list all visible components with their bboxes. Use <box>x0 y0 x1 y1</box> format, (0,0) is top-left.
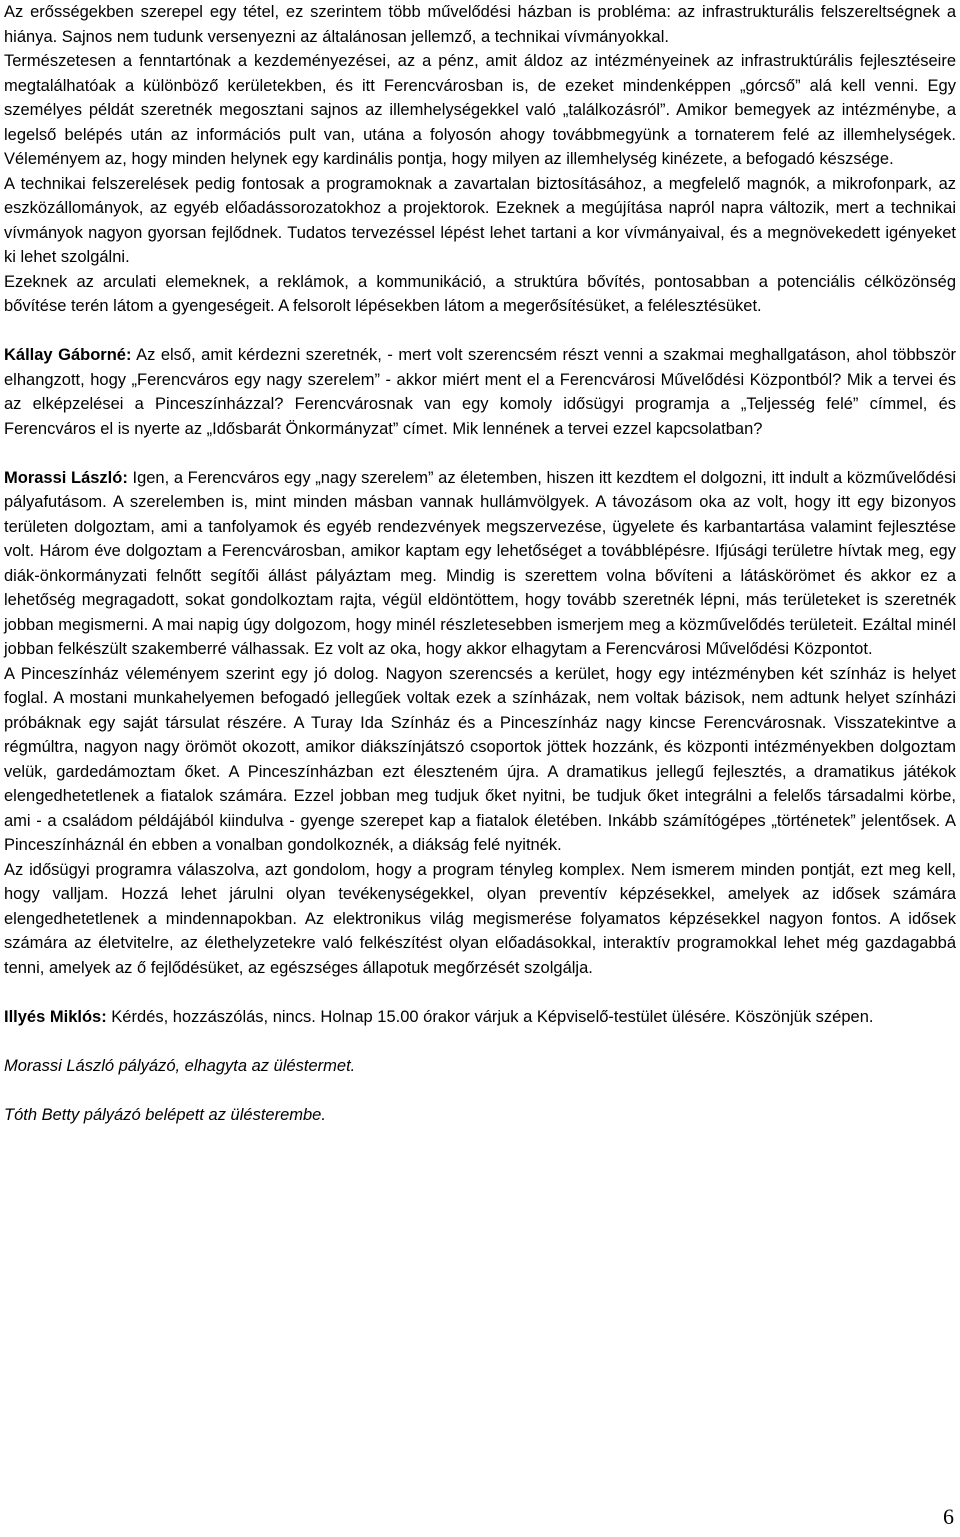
paragraph-maintainer-developments: Természetesen a fenntartónak a kezdeményezései, az a pénz, amit áldoz az intézményeinek az infrastruktúrális fejlesztéseire megtalálhatóak a különböző kerületekben, és itt Ferencvárosban is, de ezeket mindenképpen „górcső” alá kell venni. Egy személyes példát szeretnék megosztani sajnos az illemhelységekkel való „találkozásról”. Amikor bemegyek az intézménybe, a legelső belépés után az információs pult van, utána a folyosón ahogy továbbmegyünk a tornaterem felé az illemhelységek. Véleményem az, hogy minden helynek egy kardinális pontja, hogy milyen az illemhelység kinézete, a befogadó készsége. <box>4 52 956 168</box>
document-page <box>4 0 956 1127</box>
note-morassi-left: Morassi László pályázó, elhagyta az üléstermet. <box>4 1056 356 1075</box>
spacer <box>4 1029 956 1054</box>
spacer <box>4 319 956 344</box>
spacer <box>4 980 956 1005</box>
note-toth-entered: Tóth Betty pályázó belépett az ülésterembe. <box>4 1105 326 1124</box>
spacer <box>4 1078 956 1103</box>
paragraph-morassi-answer <box>4 466 956 662</box>
paragraph-illyes-closing <box>4 1005 956 1030</box>
speech-text: Kérdés, hozzászólás, nincs. Holnap 15.00 órakor várjuk a Képviselő-testület ülésére. Köszönjük szépen. <box>106 1007 874 1026</box>
speaker-name: Kállay Gáborné: <box>4 346 132 364</box>
speaker-name: Morassi László: <box>4 468 128 487</box>
paragraph-kallay-question <box>4 343 956 441</box>
paragraph-infrastructure: Az erősségekben szerepel egy tétel, ez szerintem több művelődési házban is probléma: az infrastrukturális felszereltségnek a hiánya. Sajnos nem tudunk versenyezni az általánosan jellemző, a technikai vívmányokkal. <box>4 3 956 46</box>
page-number: 6 <box>943 1504 954 1529</box>
speaker-name: Illyés Miklós: <box>4 1007 107 1026</box>
paragraph-branding-weaknesses: Ezeknek az arculati elemeknek, a reklámok, a kommunikáció, a struktúra bővítés, pontosabban a potenciális célközönség bővítése terén látom a gyengeségeit. A felsorolt lépésekben látom a megerősítésüket, a felélesztésüket. <box>4 272 956 315</box>
paragraph-pinceszinhaz: A Pinceszínház véleményem szerint egy jó dolog. Nagyon szerencsés a kerület, hogy egy intézményben két színház is helyet foglal. A mostani munkahelyemen befogadó jellegűek voltak ezek a színházak, nem voltak bázisok, nem adtunk helyet színházi próbáknak egy saját társulat részére. A Turay Ida Színház és a Pinceszínház nagy kincse Ferencvárosnak. Visszatekintve a régmúltra, nagyon nagy örömöt okozott, amikor diákszínjátszó csoportok jöttek hozzánk, és központi intézményekben dolgoztam velük, gardedámoztam őket. A Pinceszínházban ezt éleszteném újra. A dramatikus jellegű fejlesztés, a dramatikus játékok elengedhetetlenek a fiatalok számára. Ezzel jobban meg tudjuk őket nyitni, be tudjuk őket integrálni a felelős társadalmi körbe, ami - a családom példájából kiindulva - gyenge szerepet kap a fiatalok életében. Inkább számítógépes „történetek” jelentősek. A Pinceszínháznál én ebben a vonalban gondolkoznék, a diákság felé nyitnék. <box>4 664 956 854</box>
speech-text: Igen, a Ferencváros egy „nagy szerelem” az életemben, hiszen itt kezdtem el dolgozni, itt indult a közművelődési pályafutásom. A szerelemben is, mint minden másban vannak hullámvölgyek. A távozásom oka az volt, hogy itt egy bizonyos területen dolgoztam, ami a tanfolyamok és egyéb rendezvények megszervezése, ügyelete és karbantartása valamint fejlesztése volt. Három éve dolgoztam a Ferencvárosban, amikor kaptam egy lehetőséget a továbblépésre. Ifjúsági területre hívtak meg, egy diák-önkormányzati felnőtt segítői állást pályáztam meg. Mindig is szerettem volna bővíteni a látáskörömet és akkor ez a lehetőség megragadott, sokat gondolkoztam rajta, végül eldöntöttem, hogy tovább szeretnék lépni, más területeket is szeretnék jobban megismerni. A mai napig úgy dolgozom, hogy minél részletesebben ismerjem meg a közművelődés területeit. Ezáltal minél jobban felkészült szakemberré válhassak. Ez volt az oka, hogy akkor elhagytam a Ferencvárosi Művelődési Központot. <box>4 468 956 658</box>
spacer <box>4 441 956 466</box>
paragraph-technical-equipment: A technikai felszerelések pedig fontosak a programoknak a zavartalan biztosításához, a megfelelő magnók, a mikrofonpark, az eszközállományok, az egyéb előadássorozatokhoz a projektorok. Ezeknek a megújítása napról napra változik, mert a technikai vívmányok nagyon gyorsan fejlődnek. Tudatos tervezéssel lépést lehet tartani a kor vívmányaival, és a megnövekedett igényeket ki lehet szolgálni. <box>4 174 956 266</box>
speech-text: Az első, amit kérdezni szeretnék, - mert volt szerencsém részt venni a szakmai meghallgatáson, ahol többször elhangzott, hogy „Ferencváros egy nagy szerelem” - akkor miért ment el a Ferencvárosi Művelődési Központból? Mik a tervei és az elképzelései a Pinceszínházzal? Ferencvárosnak van egy komoly idősügyi programja a „Teljesség felé” címmel, és Ferencváros el is nyerte az „Idősbarát Önkormányzat” címet. Mik lennének a tervei ezzel kapcsolatban? <box>4 346 956 438</box>
paragraph-elderly-program: Az idősügyi programra válaszolva, azt gondolom, hogy a program tényleg komplex. Nem ismerem minden pontját, ezt meg kell, hogy valljam. Hozzá lehet járulni olyan tevékenységekkel, olyan preventív képzésekkel, amelyek az idősek számára elengedhetetlenek a mindennapokban. Az elektronikus világ megismerése folyamatos képzésekkel nagyon fontos. A idősek számára az életvitelre, az élethelyzetekre való felkészítést olyan előadásokkal, interaktív programokkal lehet még gazdagabbá tenni, amelyek az ő fejlődésüket, az egészséges állapotuk megőrzését szolgálja. <box>4 860 956 977</box>
